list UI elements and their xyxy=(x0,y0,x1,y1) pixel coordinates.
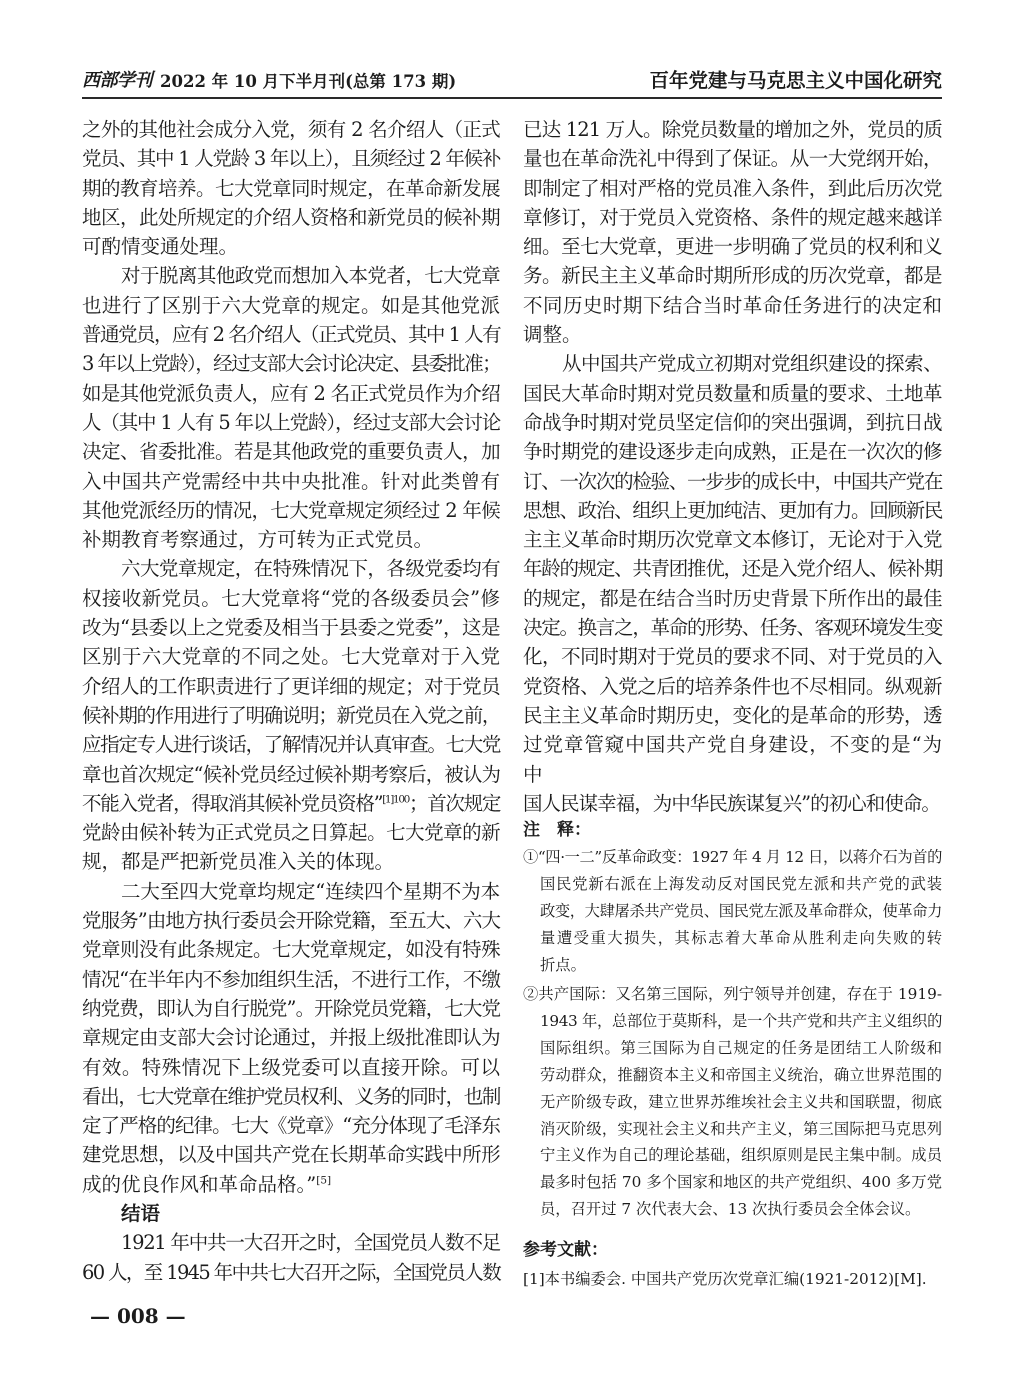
text-line: 不同历史时期下结合当时革命任务进行的决定和 xyxy=(523,293,942,317)
footnote-line: 员，召开过 7 次代表大会、13 次执行委员会全体会议。 xyxy=(540,1200,921,1219)
footnote xyxy=(523,981,942,1223)
text-line: 量也在革命洗礼中得到了保证。从一大党纲开始， xyxy=(523,147,942,171)
text-line: 党服务”由地方执行委员会开除党籍，至五大、六大 xyxy=(82,909,500,933)
text-line: 化，不同时期对于党员的要求不同、对于党员的入 xyxy=(523,645,942,669)
footnote-line: 折点。 xyxy=(540,955,586,974)
text-line: 60 人，至 1945 年中共七大召开之际，全国党员人数 xyxy=(82,1260,500,1284)
text-line: 过党章管窥中国共产党自身建设，不变的是“为中 xyxy=(523,733,942,786)
text-line: 章修订，对于党员入党资格、条件的规定越来越详 xyxy=(523,205,942,229)
right-column xyxy=(523,115,942,818)
text-line: 党龄由候补转为正式党员之日算起。七大党章的新 xyxy=(82,821,500,845)
text-line: 3 年以上党龄），经过支部大会讨论决定、县委批准； xyxy=(82,352,500,376)
text-line: 介绍人的工作职责进行了更详细的规定；对于党员 xyxy=(82,674,500,698)
reference-item: [1]本书编委会. 中国共产党历次党章汇编(1921-2012)[M]. xyxy=(523,1270,927,1288)
issue-info: 2022 年 10 月下半月刊(总第 173 期) xyxy=(160,72,457,91)
text-line: 之外的其他社会成分入党，须有 2 名介绍人（正式 xyxy=(82,118,500,141)
text-line: 争时期党的建设逐步走向成熟，正是在一次次的修 xyxy=(523,440,942,464)
text-run: ；首次规定 xyxy=(408,791,501,815)
text-line: 党资格、入党之后的培养条件也不尽相同。纵观新 xyxy=(523,674,942,698)
footnote xyxy=(523,844,942,979)
text-line: 普通党员，应有 2 名介绍人（正式党员、其中 1 人有 xyxy=(82,323,500,347)
text-line: 其他党派经历的情况，七大党章规定须经过 2 年候 xyxy=(82,498,500,522)
text-line: 纳党费，即认为自行脱党”。开除党员党籍，七大党 xyxy=(82,996,500,1020)
footnote-line: 政变，大肆屠杀共产党员、国民党左派及革命群众，使革命力 xyxy=(540,901,942,920)
text-line: 细。至七大党章，更进一步明确了党员的权利和义 xyxy=(523,235,942,259)
footnote-line: 1943 年，总部位于莫斯科，是一个共产党和共产主义组织的 xyxy=(540,1011,942,1030)
left-column xyxy=(82,115,500,1287)
footnote-line: 消灭阶级，实现社会主义和共产主义，第三国际把马克思列 xyxy=(540,1119,942,1138)
notes-heading: 注 释： xyxy=(523,820,591,840)
text-line: 期的教育培养。七大党章同时规定，在革命新发展 xyxy=(82,176,500,200)
text-line: 地区，此处所规定的介绍人资格和新党员的候补期 xyxy=(82,205,500,229)
text-line: 如是其他党派负责人，应有 2 名正式党员作为介绍 xyxy=(82,381,500,405)
footnote-line: 无产阶级专政，建立世界苏维埃社会主义共和国联盟，彻底 xyxy=(540,1092,942,1111)
body-paragraph xyxy=(523,349,942,818)
citation-superscript: [5] xyxy=(316,1174,332,1187)
text-line xyxy=(82,789,500,818)
text-line: 国民大革命时期对党员数量和质量的要求、土地革 xyxy=(523,381,942,405)
text-line: 入中国共产党需经中共中央批准。针对此类曾有 xyxy=(82,469,500,493)
text-line: 候补期的作用进行了明确说明；新党员在入党之前， xyxy=(82,703,500,727)
text-line: 订、一次次的检验、一步步的成长中，中国共产党在 xyxy=(523,469,942,493)
section-heading: 结语 xyxy=(121,1201,161,1225)
text-line: 六大党章规定，在特殊情况下，各级党委均有 xyxy=(121,557,500,581)
text-line: 思想、政治、组织上更加纯洁、更加有力。回顾新民 xyxy=(523,498,942,522)
text-line: 的规定，都是在结合当时历史背景下所作出的最佳 xyxy=(523,586,942,610)
text-line: 已达 121 万人。除党员数量的增加之外，党员的质 xyxy=(523,118,942,141)
text-line: 民主主义革命时期历史，变化的是革命的形势，透 xyxy=(523,703,942,727)
text-line: 调整。 xyxy=(523,323,582,347)
text-line: 年龄的规定、共青团推优，还是入党介绍人、候补期 xyxy=(523,557,942,581)
text-line: 人（其中 1 人有 5 年以上党龄），经过支部大会讨论 xyxy=(82,410,500,434)
footnote-line: 最多时包括 70 多个国家和地区的共产党组织、400 多万党 xyxy=(540,1173,942,1192)
text-line: 有效。特殊情况下上级党委可以直接开除。可以 xyxy=(82,1055,500,1079)
body-paragraph xyxy=(82,877,500,1199)
text-line: 情况“在半年内不参加组织生活，不进行工作，不缴 xyxy=(82,967,500,991)
column-title: 百年党建与马克思主义中国化研究 xyxy=(649,69,942,92)
body-paragraph xyxy=(82,115,500,261)
footnote-line: ①“四·一二”反革命政变：1927 年 4 月 12 日，以蒋介石为首的 xyxy=(523,848,942,866)
text-line: 主主义革命时期历次党章文本修订，无论对于入党 xyxy=(523,528,942,552)
text-line: 国人民谋幸福，为中华民族谋复兴”的初心和使命。 xyxy=(523,791,940,815)
text-line: 应指定专人进行谈话，了解情况并认真审查。七大党 xyxy=(82,733,500,757)
text-line: 补期教育考察通过，方可转为正式党员。 xyxy=(82,528,434,552)
text-line: 改为“县委以上之党委及相当于县委之党委”，这是 xyxy=(82,616,500,640)
footnote-line: 国民党新右派在上海发动反对国民党左派和共产党的武装 xyxy=(540,874,942,893)
text-line: 权接收新党员。七大党章将“党的各级委员会”修 xyxy=(82,586,500,610)
text-line: 1921 年中共一大召开之时，全国党员人数不足 xyxy=(121,1231,500,1255)
text-line: 规，都是严把新党员准入关的体现。 xyxy=(82,850,395,874)
footnote-line: 量遭受重大损失，其标志着大革命从胜利走向失败的转 xyxy=(540,928,942,947)
text-line: 区别于六大党章的不同之处。七大党章对于入党 xyxy=(82,645,500,669)
text-line: 决定。换言之，革命的形势、任务、客观环境发生变 xyxy=(523,616,942,640)
citation-superscript: [1]100 xyxy=(382,793,409,806)
text-line: 决定、省委批准。若是其他政党的重要负责人，加 xyxy=(82,440,500,464)
text-line: 二大至四大党章均规定“连续四个星期不为本 xyxy=(121,879,500,903)
footnote-line: 国际组织。第三国际为自己规定的任务是团结工人阶级和 xyxy=(540,1038,942,1057)
footnote-line: ②共产国际：又名第三国际，列宁领导并创建，存在于 1919- xyxy=(523,985,942,1003)
text-run: 成的优良作风和革命品格。” xyxy=(82,1172,317,1196)
body-paragraph xyxy=(82,261,500,554)
text-line: 建党思想，以及中国共产党在长期革命实践中所形 xyxy=(82,1143,500,1167)
text-line: 命战争时期对党员坚定信仰的突出强调，到抗日战 xyxy=(523,410,942,434)
text-line: 党员、其中 1 人党龄 3 年以上），且须经过 2 年候补 xyxy=(82,147,500,171)
text-line: 务。新民主主义革命时期所形成的历次党章，都是 xyxy=(523,264,942,288)
text-run: 不能入党者，得取消其候补党员资格” xyxy=(82,791,383,815)
text-line xyxy=(82,1170,500,1199)
body-paragraph xyxy=(82,554,500,876)
text-line: 章规定由支部大会讨论通过，并报上级批准即认为 xyxy=(82,1026,500,1050)
journal-logo: 西部学刊 xyxy=(82,70,152,91)
body-paragraph xyxy=(523,115,942,349)
body-paragraph xyxy=(82,1228,500,1287)
references-heading: 参考文献： xyxy=(523,1240,608,1260)
footnote-line: 宁主义作为自己的理论基础，组织原则是民主集中制。成员 xyxy=(540,1146,942,1165)
page-number: — 008 — xyxy=(90,1304,186,1328)
running-header xyxy=(82,66,942,99)
text-line: 也进行了区别于六大党章的规定。如是其他党派 xyxy=(82,293,500,317)
text-line: 即制定了相对严格的党员准入条件，到此后历次党 xyxy=(523,176,942,200)
text-line: 对于脱离其他政党而想加入本党者，七大党章 xyxy=(121,264,500,288)
text-line: 看出，七大党章在维护党员权利、义务的同时，也制 xyxy=(82,1084,500,1108)
text-line: 党章则没有此条规定。七大党章规定，如没有特殊 xyxy=(82,938,500,962)
text-line: 从中国共产党成立初期对党组织建设的探索、 xyxy=(562,352,942,376)
text-line: 章也首次规定“候补党员经过候补期考察后，被认为 xyxy=(82,762,500,786)
footnote-line: 劳动群众，推翻资本主义和帝国主义统治，确立世界范围的 xyxy=(540,1065,942,1084)
text-line: 可酌情变通处理。 xyxy=(82,235,239,259)
text-line: 定了严格的纪律。七大《党章》“充分体现了毛泽东 xyxy=(82,1114,500,1138)
